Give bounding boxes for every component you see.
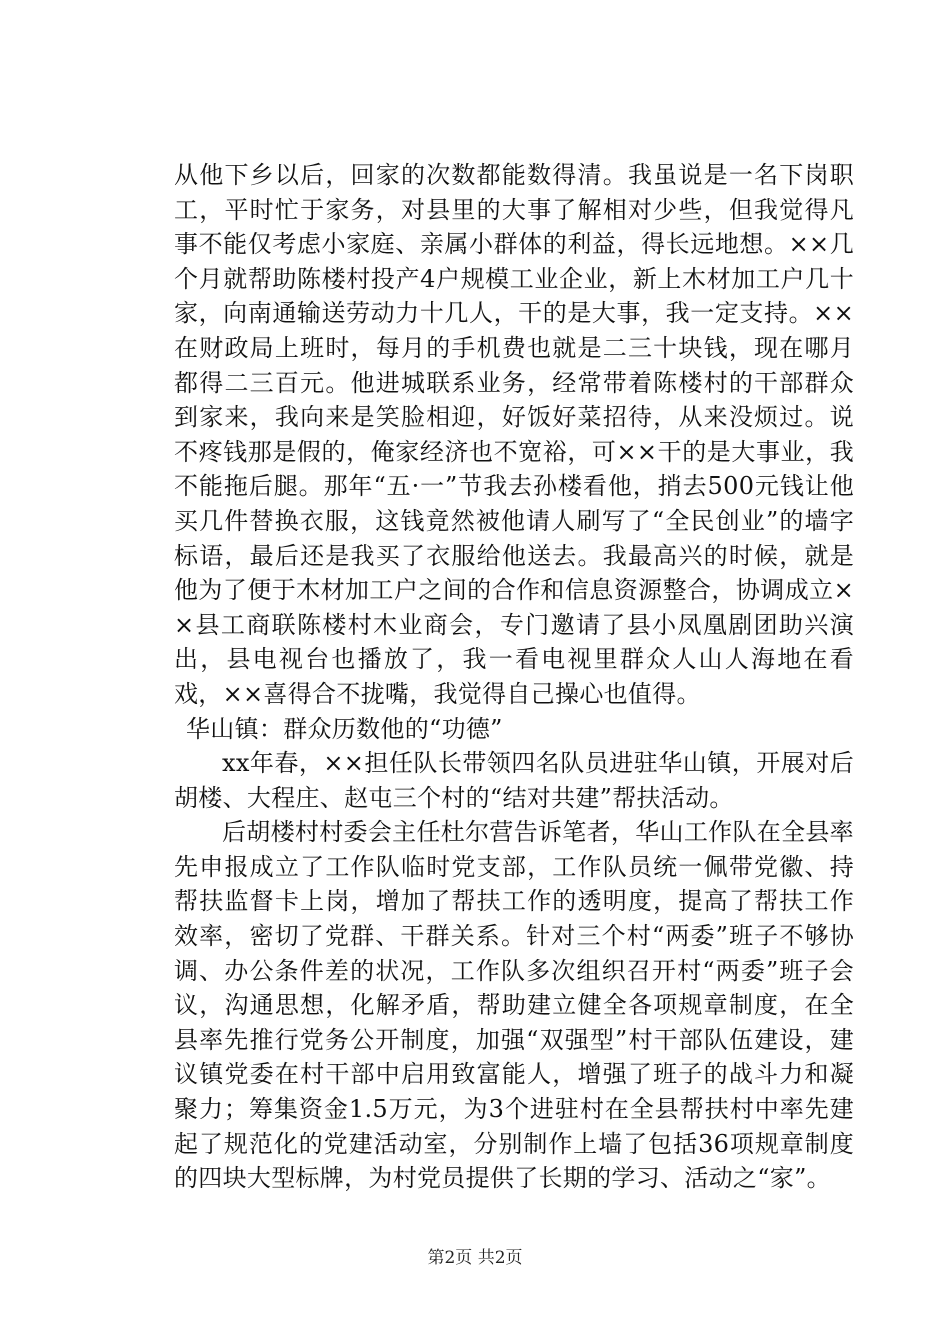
- section-heading-huashan: 华山镇：群众历数他的“功德”: [186, 714, 503, 743]
- paragraph-intro-huashan: xx年春，××担任队长带领四名队员进驻华山镇，开展对后胡楼、大程庄、赵屯三个村的“结对共建”帮扶活动。: [174, 749, 854, 812]
- page-number-label: 第2页 共2页: [427, 1248, 523, 1268]
- page-footer: [0, 1246, 950, 1270]
- document-body: [174, 158, 854, 1196]
- paragraph-continuation: 从他下乡以后，回家的次数都能数得清。我虽说是一名下岗职工，平时忙于家务，对县里的大事了解相对少些，但我觉得凡事不能仅考虑小家庭、亲属小群体的利益，得长远地想。××几个月就帮助陈楼村投产4户规模工业企业，新上木材加工户几十家，向南通输送劳动力十几人，干的是大事，我一定支持。××在财政局上班时，每月的手机费也就是二三十块钱，现在哪月都得二三百元。他进城联系业务，经常带着陈楼村的干部群众到家来，我向来是笑脸相迎，好饭好菜招待，从来没烦过。说不疼钱那是假的，俺家经济也不宽裕，可××干的是大事业，我不能拖后腿。那年“五·一”节我去孙楼看他，捎去500元钱让他买几件替换衣服，这钱竟然被他请人刷写了“全民创业”的墙字标语，最后还是我买了衣服给他送去。我最高兴的时候，就是他为了便于木材加工户之间的合作和信息资源整合，协调成立××县工商联陈楼村木业商会，专门邀请了县小凤凰剧团助兴演出，县电视台也播放了，我一看电视里群众人山人海地在看戏，××喜得合不拢嘴，我觉得自己操心也值得。: [174, 161, 854, 708]
- paragraph-houhulou: 后胡楼村村委会主任杜尔营告诉笔者，华山工作队在全县率先申报成立了工作队临时党支部，工作队员统一佩带党徽、持帮扶监督卡上岗，增加了帮扶工作的透明度，提高了帮扶工作效率，密切了党群、干群关系。针对三个村“两委”班子不够协调、办公条件差的状况，工作队多次组织召开村“两委”班子会议，沟通思想，化解矛盾，帮助建立健全各项规章制度，在全县率先推行党务公开制度，加强“双强型”村干部队伍建设，建议镇党委在村干部中启用致富能人，增强了班子的战斗力和凝聚力；筹集资金1.5万元，为3个进驻村在全县帮扶村中率先建起了规范化的党建活动室，分别制作上墙了包括36项规章制度的四块大型标牌，为村党员提供了长期的学习、活动之“家”。: [174, 818, 854, 1193]
